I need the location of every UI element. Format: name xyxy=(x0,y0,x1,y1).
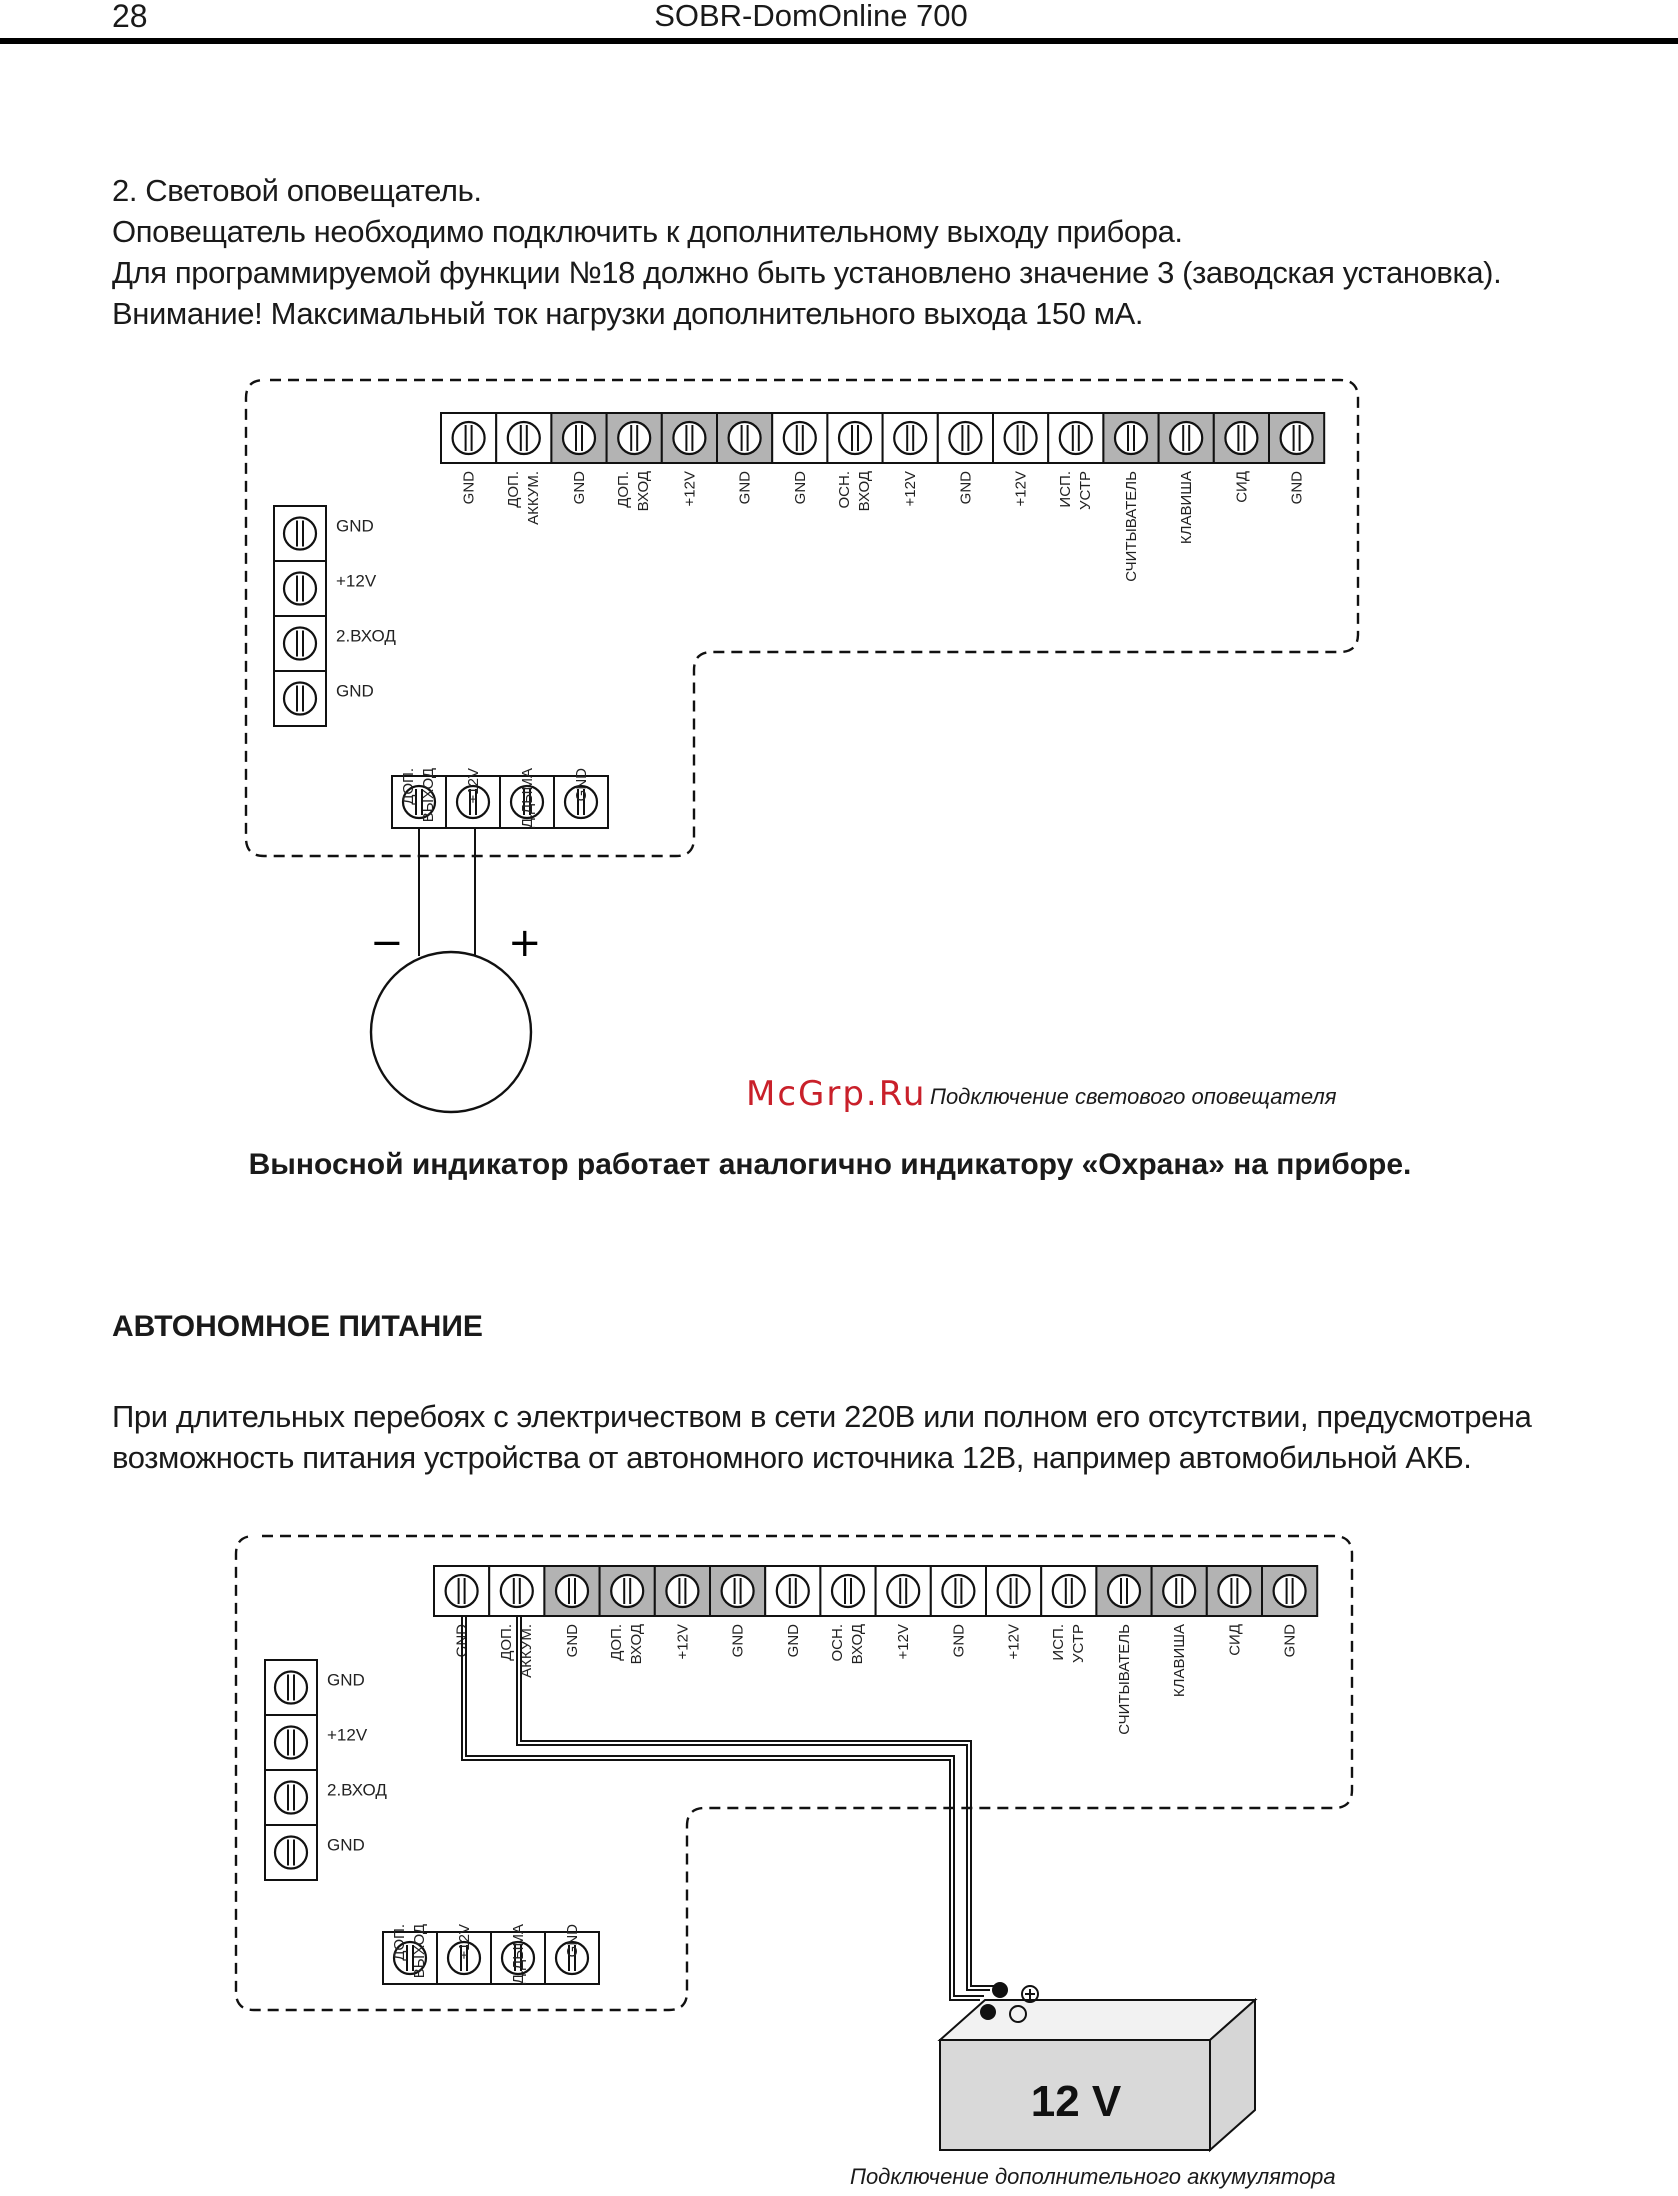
terminal-label-line: GND xyxy=(564,1624,581,1658)
terminal-label-line: GND xyxy=(1281,1624,1299,1658)
plus-sign: + xyxy=(508,920,542,966)
terminal-screw-icon xyxy=(839,422,871,454)
terminal-label: GND xyxy=(336,681,374,701)
terminal-label-line: +12V xyxy=(674,1624,692,1660)
terminal-label-line: ОСН. xyxy=(836,471,853,509)
terminal-label xyxy=(785,1624,802,1658)
terminal-label-line: GND xyxy=(729,1624,747,1658)
terminal-label-line: СИД xyxy=(1233,471,1251,503)
terminal-label: GND xyxy=(336,516,374,536)
terminal-screw-icon xyxy=(1108,1575,1140,1607)
section-line: возможность питания устройства от автономного источника 12В, например автомобильной АКБ. xyxy=(112,1440,1472,1475)
terminal-screw-icon xyxy=(611,1575,643,1607)
terminal-label-line: АККУМ. xyxy=(524,471,542,525)
terminal-label-line: ИСП. xyxy=(1049,1624,1067,1661)
terminal-label-line: ВХОД xyxy=(635,471,653,512)
terminal-label xyxy=(895,1624,912,1659)
diagram2-caption: Подключение дополнительного аккумулятора xyxy=(850,2164,1336,2189)
terminal-label xyxy=(510,1924,527,1984)
terminal-label-line: ИСП. xyxy=(1056,471,1074,508)
terminal-label: GND xyxy=(327,1835,365,1855)
diagram1-caption: Подключение светового оповещателя xyxy=(930,1084,1337,1109)
terminal-label xyxy=(1013,471,1030,506)
terminal-screw-icon xyxy=(998,1575,1030,1607)
terminal-screw-icon xyxy=(666,1575,698,1607)
terminal-screw-icon xyxy=(722,1575,754,1607)
terminal-label xyxy=(957,471,974,505)
section-paragraph xyxy=(112,1396,1531,1478)
terminal-screw-icon xyxy=(1163,1575,1195,1607)
terminal-label-line: УСТР xyxy=(1069,1624,1087,1664)
terminal-label: 2.ВХОД xyxy=(336,626,396,646)
watermark: McGrp.Ru xyxy=(746,1074,927,1114)
terminal-label-line: ВЫХОД xyxy=(411,1924,428,1979)
terminal-label xyxy=(1226,1624,1243,1656)
terminal-label-line: Д.ДЫМА xyxy=(510,1924,527,1985)
terminal-screw-icon xyxy=(1060,422,1092,454)
terminal-label-line: GND xyxy=(460,471,478,505)
terminal-label: +12V xyxy=(336,571,377,591)
terminal-screw-icon xyxy=(1170,422,1202,454)
signal-lamp-icon xyxy=(371,952,531,1112)
terminal-label xyxy=(1178,471,1195,544)
terminal-label xyxy=(1050,1624,1087,1663)
terminal-label-line: ДОП. xyxy=(497,1624,515,1661)
battery-terminal-icon xyxy=(980,2004,996,2020)
battery-label: 12 V xyxy=(1030,2077,1122,2126)
terminal-label-line: +12V xyxy=(895,1624,913,1660)
terminal-label xyxy=(1282,1624,1299,1658)
terminal-label-line: GND xyxy=(453,1624,471,1658)
terminal-label: 2.ВХОД xyxy=(327,1780,387,1800)
terminal-screw-icon xyxy=(275,1837,307,1869)
terminal-screw-icon xyxy=(508,422,540,454)
terminal-label: +12V xyxy=(327,1725,368,1745)
terminal-label xyxy=(1057,471,1094,510)
terminal-label-line: ДОП. xyxy=(608,1624,626,1661)
terminal-label-line: СИД xyxy=(1226,1624,1244,1656)
terminal-label xyxy=(681,471,698,506)
terminal-label-line: +12V xyxy=(456,1924,473,1960)
wire-aux-batt-double xyxy=(521,1616,994,1986)
terminal-label xyxy=(792,471,809,505)
terminal-label-line: ДОП. xyxy=(391,1924,408,1961)
terminal-label-line: GND xyxy=(1288,471,1306,505)
terminal-label-line: ДОП. xyxy=(504,471,522,508)
diagram-backup-battery xyxy=(236,1536,1352,2150)
terminal-label xyxy=(571,471,588,505)
terminal-label-line: +12V xyxy=(681,471,699,507)
terminal-label xyxy=(1116,1624,1133,1735)
terminal-label-line: GND xyxy=(736,471,754,505)
terminal-label-line: ВХОД xyxy=(849,1624,866,1665)
terminal-label xyxy=(1233,471,1250,503)
terminal-label xyxy=(615,471,652,511)
intro-line: Внимание! Максимальный ток нагрузки дополнительного выхода 150 мА. xyxy=(112,296,1144,331)
terminal-label-line: СЧИТЫВАТЕЛЬ xyxy=(1123,471,1140,582)
minus-sign: − xyxy=(370,920,404,966)
terminal-label-line: АККУМ. xyxy=(517,1624,535,1678)
terminal-label xyxy=(461,471,478,505)
terminal-screw-icon xyxy=(563,422,595,454)
terminal-screw-icon xyxy=(1218,1575,1250,1607)
terminal-label xyxy=(1123,471,1140,582)
terminal-screw-icon xyxy=(275,1672,307,1704)
terminal-label-line: GND xyxy=(564,1924,581,1958)
terminal-label-line: ВЫХОД xyxy=(420,768,437,823)
terminal-label-line: +12V xyxy=(902,471,920,507)
terminal-screw-icon xyxy=(1053,1575,1085,1607)
terminal-label-line: GND xyxy=(950,1624,968,1658)
terminal-label xyxy=(836,471,873,511)
terminal-label-line: ДОП. xyxy=(615,471,633,508)
terminal-label xyxy=(829,1624,866,1664)
diagram-light-signaler xyxy=(246,380,1358,1112)
intro-line: Оповещатель необходимо подключить к дополнительному выходу прибора. xyxy=(112,214,1183,249)
terminal-screw-icon xyxy=(949,422,981,454)
battery-terminal-icon xyxy=(992,1982,1008,1998)
terminal-screw-icon xyxy=(275,1727,307,1759)
terminal-screw-icon xyxy=(618,422,650,454)
terminal-label xyxy=(465,768,482,803)
terminal-screw-icon xyxy=(284,628,316,660)
terminal-label xyxy=(564,1924,581,1958)
terminal-label-line: GND xyxy=(573,768,590,802)
terminal-label xyxy=(674,1624,691,1659)
terminal-screw-icon xyxy=(501,1575,533,1607)
terminal-label-line: +12V xyxy=(465,768,482,804)
terminal-screw-icon xyxy=(777,1575,809,1607)
terminal-label-line: +12V xyxy=(1005,1624,1023,1660)
terminal-label xyxy=(950,1624,967,1658)
remote-indicator-note: Выносной индикатор работает аналогично индикатору «Охрана» на приборе. xyxy=(248,1148,1412,1181)
terminal-screw-icon xyxy=(942,1575,974,1607)
terminal-label xyxy=(505,471,542,525)
terminal-screw-icon xyxy=(1274,1575,1306,1607)
terminal-screw-icon xyxy=(832,1575,864,1607)
terminal-label xyxy=(737,471,754,505)
terminal-label-line: ОСН. xyxy=(829,1624,846,1662)
terminal-label-line: +12V xyxy=(1012,471,1030,507)
terminal-screw-icon xyxy=(1005,422,1037,454)
section-line: При длительных перебоях с электричеством в сети 220В или полном его отсутствии, предусмотрена xyxy=(112,1399,1532,1434)
terminal-label xyxy=(608,1624,645,1664)
document-title: SOBR-DomOnline 700 xyxy=(654,0,968,33)
terminal-screw-icon xyxy=(446,1575,478,1607)
section-title: АВТОНОМНОЕ ПИТАНИЕ xyxy=(112,1310,483,1343)
terminal-label xyxy=(1171,1624,1188,1697)
terminal-screw-icon xyxy=(453,422,485,454)
terminal-screw-icon xyxy=(1225,422,1257,454)
terminal-label xyxy=(564,1624,581,1658)
terminal-screw-icon xyxy=(894,422,926,454)
terminal-screw-icon xyxy=(784,422,816,454)
terminal-label-line: КЛАВИША xyxy=(1178,471,1196,545)
terminal-label xyxy=(1006,1624,1023,1659)
terminal-label-line: СЧИТЫВАТЕЛЬ xyxy=(1116,1624,1133,1735)
terminal-label-line: Д.ДЫМА xyxy=(519,768,536,829)
terminal-label-line: GND xyxy=(571,471,588,505)
terminal-screw-icon xyxy=(556,1575,588,1607)
terminal-screw-icon xyxy=(284,683,316,715)
terminal-screw-icon xyxy=(275,1782,307,1814)
terminal-label-line: УСТР xyxy=(1076,471,1094,511)
terminal-label-line: GND xyxy=(957,471,975,505)
terminal-label-line: ВХОД xyxy=(856,471,873,512)
terminal-label-line: GND xyxy=(784,1624,802,1658)
terminal-label-line: ДОП. xyxy=(400,768,417,805)
terminal-label xyxy=(573,768,590,802)
terminal-label xyxy=(519,768,536,828)
intro-line: 2. Световой оповещатель. xyxy=(112,173,482,208)
terminal-label-line: ВХОД xyxy=(628,1624,646,1665)
terminal-label xyxy=(1289,471,1306,505)
page-number: 28 xyxy=(112,0,148,34)
terminal-label xyxy=(730,1624,747,1658)
terminal-screw-icon xyxy=(887,1575,919,1607)
terminal-label xyxy=(902,471,919,506)
terminal-screw-icon xyxy=(284,518,316,550)
terminal-label xyxy=(456,1924,473,1959)
intro-line: Для программируемой функции №18 должно быть установлено значение 3 (заводская установка). xyxy=(112,255,1502,290)
terminal-screw-icon xyxy=(1115,422,1147,454)
terminal-screw-icon xyxy=(284,573,316,605)
terminal-label-line: GND xyxy=(791,471,809,505)
terminal-screw-icon xyxy=(729,422,761,454)
terminal-label: GND xyxy=(327,1670,365,1690)
terminal-screw-icon xyxy=(1281,422,1313,454)
terminal-screw-icon xyxy=(673,422,705,454)
terminal-label-line: КЛАВИША xyxy=(1171,1624,1189,1698)
